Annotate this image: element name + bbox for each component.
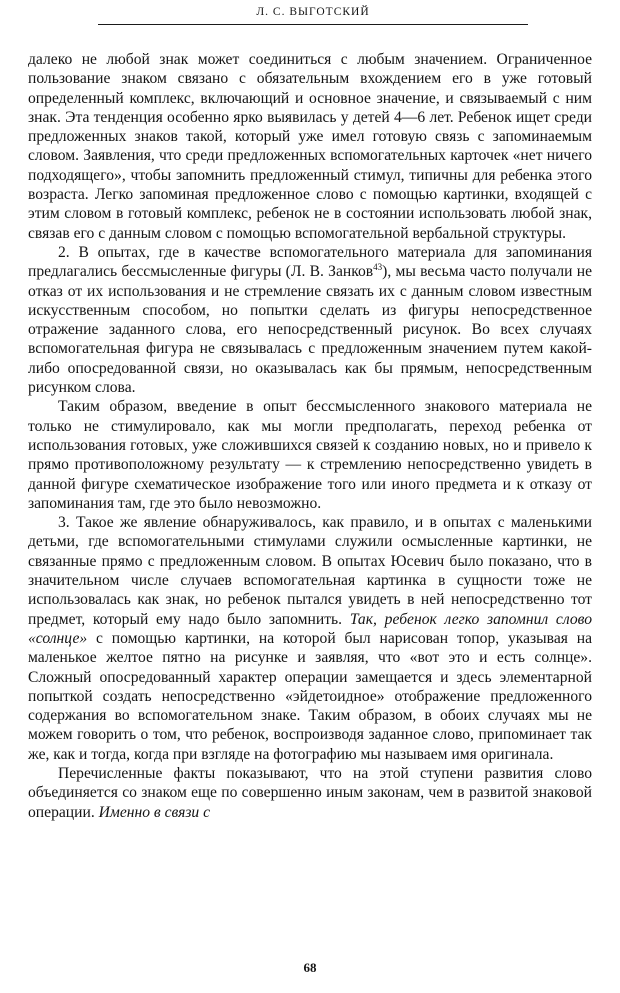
paragraph-1: далеко не любой знак может соединиться с любым значением. Ограниченное пользование знаком связано с обязательным вхождением его в уже готовый определенный комплекс, включающий и основное значение, и связываемый с ним знак. Эта тенденция особенно ярко выявилась у детей 4—6 лет. Ребенок ищет среди предложенных знаков такой, который уже имел готовую связь с запоминаемым словом. Заявления, что среди предложенных вспомогательных карточек «нет ничего подходящего», чтобы запомнить предложенный стимул, типичны для ребенка этого возраста. Легко запоминая предложенное слово с помощью картинки, входящей с этим словом в готовый комплекс, ребенок не в состоянии использовать любой знак, связав его с данным словом с помощью вспомогательной вербальной структуры. <box>28 51 592 242</box>
body-text <box>28 50 592 822</box>
paragraph-2 <box>28 243 592 397</box>
paragraph-5 <box>28 764 592 822</box>
paragraph-4-text-end: с помощью картинки, на которой был нарисован топор, указывая на маленькое желтое пятно на рисунке и заявляя, что «вот это и есть солнце». Сложный опосредованный характер операции замещается и здесь элементарной попыткой создать непосредственно «эйдетоидное» отображение предложенного содержания во вспомогательном знаке. Таким образом, в обоих случаях мы не можем говорить о том, что ребенок, воспроизводя заданное слово, припоминает так же, как и тогда, когда при взгляде на фотографию мы называем имя оригинала. <box>28 629 592 763</box>
footnote-reference: 43 <box>373 262 383 273</box>
paragraph-3: Таким образом, введение в опыт бессмысленного знакового материала не только не стимулировало, как мы могли предполагать, переход ребенка от использования готовых, уже сложившихся связей к созданию новых, но и привело к прямо противоположному результату — к стремлению непосредственно увидеть в данной фигуре схематическое изображение того или иного предмета и к отказу от запоминания там, где это было невозможно. <box>28 398 592 512</box>
paragraph-2-text-start: 2. В опытах, где в качестве вспомогательного материала для запоминания предлагались бессмысленные фигуры (Л. В. Занков <box>28 243 592 281</box>
paragraph-4 <box>28 513 592 764</box>
paragraph-5-text-start: Перечисленные факты показывают, что на этой ступени развития слово объединяется со знаком еще по совершенно иным законам, чем в развитой знаковой операции. <box>28 764 592 821</box>
paragraph-4-text-start: 3. Такое же явление обнаруживалось, как правило, и в опытах с маленькими детьми, где вспомогательными стимулами служили осмысленные картинки, не связанные прямо с предложенным словом. В опытах Юсевич было показано, что в значительном числе случаев вспомогательная картинка в сущности тоже не использовалась как знак, но ребенок пытался увидеть в ней непосредственно тот предмет, который ему надо было запомнить. <box>28 514 592 628</box>
paragraph-2-text-end: ), мы весьма часто получали не отказ от их использования и не стремление связать их с данным словом известным искусственным способом, но попытки сделать из фигуры непосредственное отражение заданного слова, его непосредственный рисунок. Во всех случаях вспомогательная фигура не связывалась с предложенным значением путем какой-либо опосредованной связи, но оказывалась как бы прямым, непосредственным рисунком слова. <box>28 263 592 397</box>
paragraph-5-emphasis: Именно в связи с <box>98 803 211 821</box>
page-number: 68 <box>303 960 317 975</box>
paragraph-4-emphasis: Так, ребенок легко запомнил слово «солнце» <box>28 610 593 647</box>
running-header: Л. С. ВЫГОТСКИЙ <box>98 6 528 25</box>
